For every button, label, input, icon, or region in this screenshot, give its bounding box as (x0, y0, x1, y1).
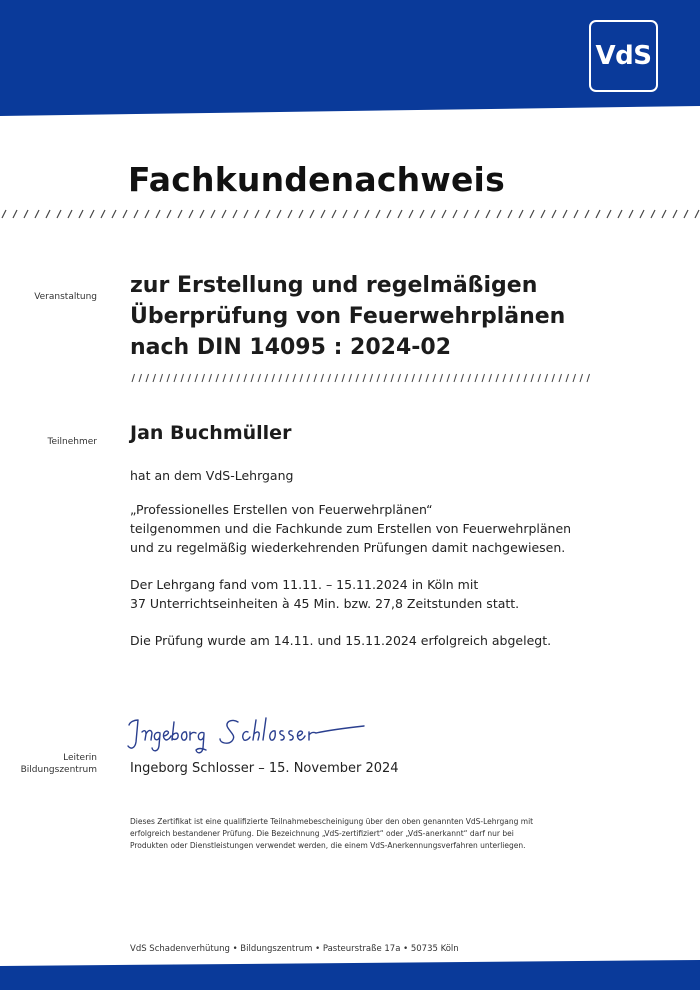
disclaimer-line: erfolgreich bestandener Prüfung. Die Bezeichnung „VdS-zertifiziert“ oder „VdS-anerkannt“ darf nur bei (130, 829, 514, 838)
signature-label-line: Leiterin (63, 753, 97, 763)
exam-paragraph (130, 631, 610, 650)
hatched-divider (0, 208, 700, 220)
signature-label (0, 752, 97, 776)
participant-name: Jan Buchmüller (130, 422, 292, 444)
course-title-line: Überprüfung von Feuerwehrplänen (130, 304, 566, 329)
event-label: Veranstaltung (34, 292, 97, 302)
intro-line: hat an dem VdS-Lehrgang (130, 468, 294, 483)
participant-label: Teilnehmer (47, 437, 97, 447)
paragraph-line: Die Prüfung wurde am 14.11. und 15.11.2024 erfolgreich abgelegt. (130, 633, 552, 648)
page-title: Fachkundenachweis (128, 160, 505, 199)
handwritten-signature (120, 712, 390, 760)
paragraph-line: teilgenommen und die Fachkunde zum Erstellen von Feuerwehrplänen (130, 521, 572, 536)
paragraph-line: Der Lehrgang fand vom 11.11. – 15.11.2024 in Köln mit (130, 577, 479, 592)
paragraph-line: 37 Unterrichtseinheiten à 45 Min. bzw. 27,8 Zeitstunden statt. (130, 596, 520, 611)
disclaimer-line: Dieses Zertifikat ist eine qualifizierte Teilnahmebescheinigung über den oben genannten VdS-Lehrgang mit (130, 817, 534, 826)
disclaimer-line: Produkten oder Dienstleistungen verwendet werden, die einem VdS-Anerkennungsverfahren unterliegen. (130, 841, 526, 850)
course-title (130, 270, 565, 363)
vds-logo: VdS (589, 20, 658, 92)
signer-line: Ingeborg Schlosser – 15. November 2024 (130, 761, 399, 776)
intro-text (130, 466, 610, 485)
paragraph-line: und zu regelmäßig wiederkehrenden Prüfungen damit nachgewiesen. (130, 540, 566, 555)
course-paragraph (130, 500, 610, 557)
schedule-paragraph (130, 575, 610, 613)
hatched-divider (130, 372, 590, 384)
paragraph-line: „Professionelles Erstellen von Feuerwehrplänen“ (130, 502, 433, 517)
signature-label-line: Bildungszentrum (20, 765, 97, 775)
footer-address: VdS Schadenverhütung • Bildungszentrum • Pasteurstraße 17a • 50735 Köln (130, 944, 459, 954)
disclaimer (130, 816, 600, 852)
course-title-line: nach DIN 14095 : 2024-02 (130, 335, 452, 360)
footer-band (0, 960, 700, 990)
course-title-line: zur Erstellung und regelmäßigen (130, 273, 538, 298)
